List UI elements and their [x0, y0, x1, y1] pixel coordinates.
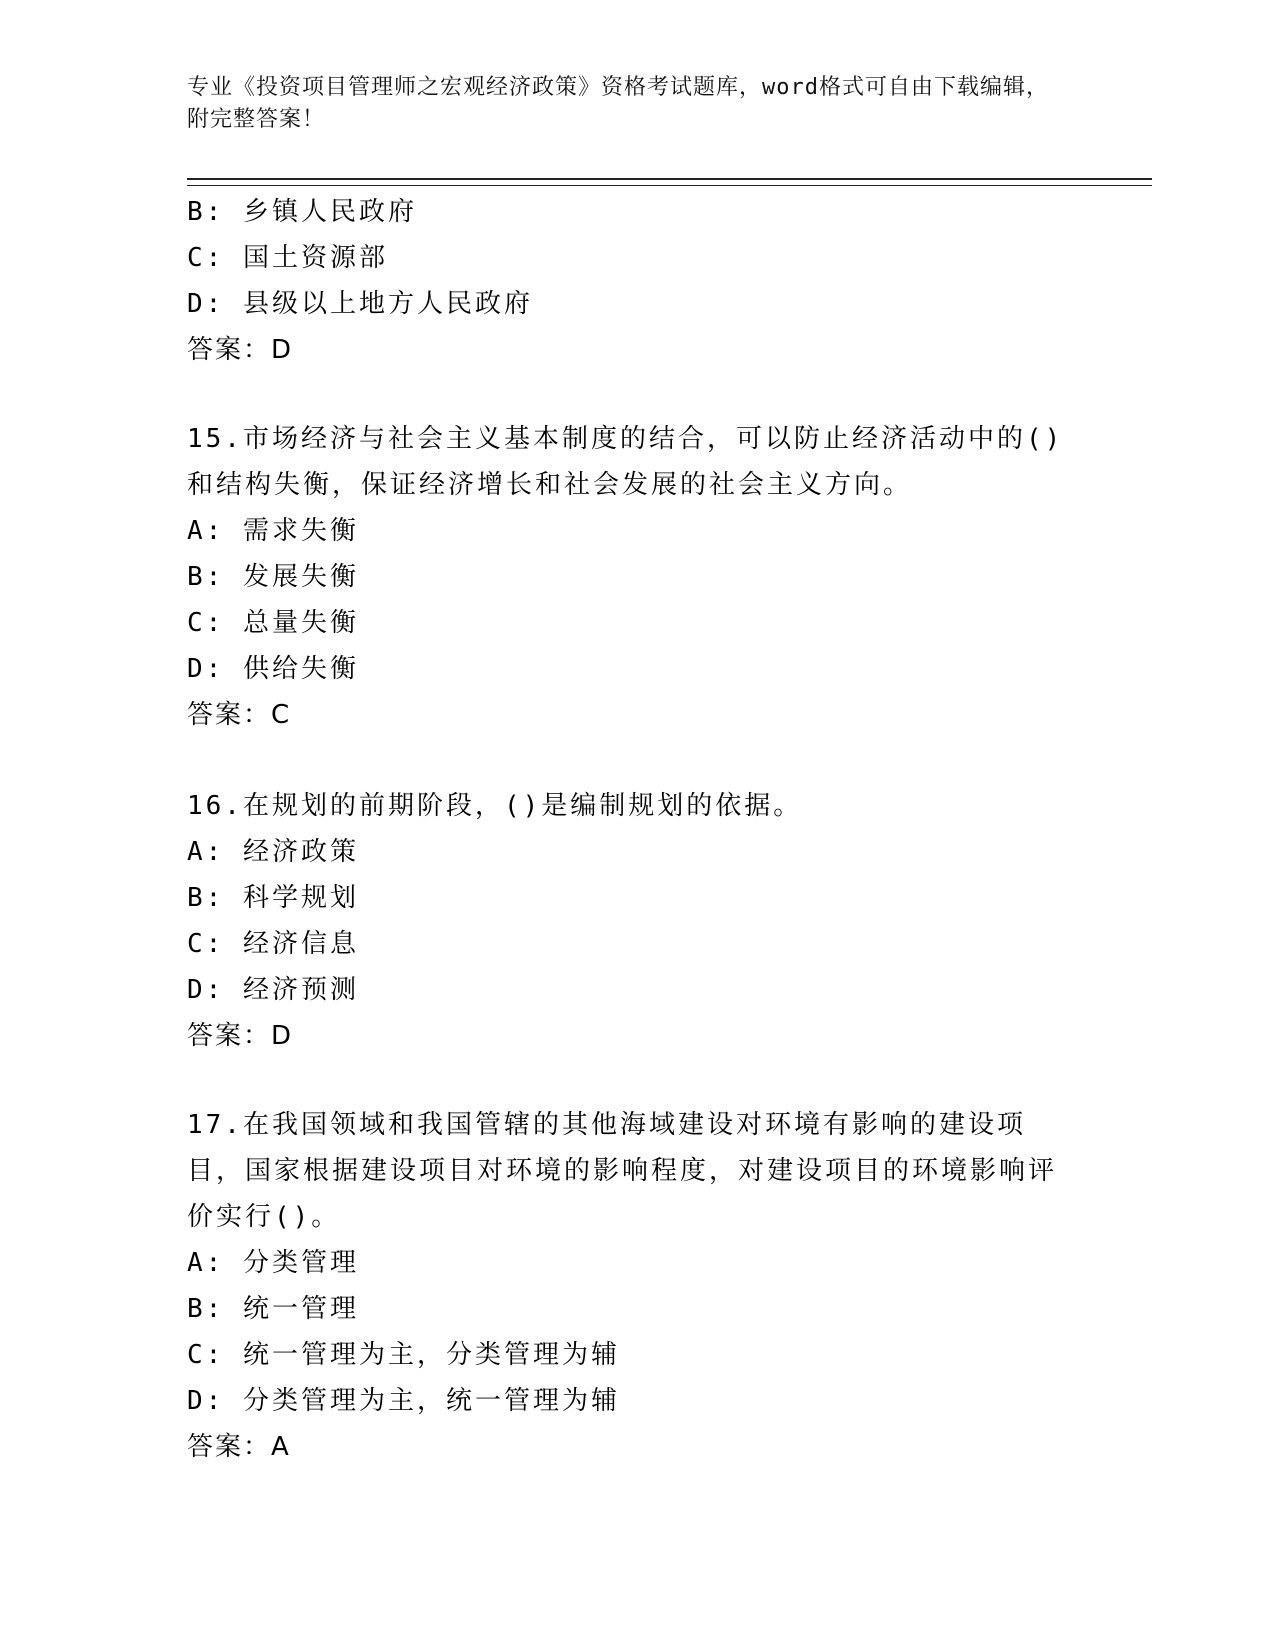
- question-16: [187, 783, 1067, 1059]
- q14-answer: 答案：D: [187, 335, 294, 365]
- q15-option-c: C: 总量失衡: [187, 608, 359, 638]
- q17-option-b: B: 统一管理: [187, 1294, 359, 1324]
- question-15: [187, 416, 1067, 738]
- question-17: [187, 1102, 1067, 1470]
- q16-option-c: C: 经济信息: [187, 929, 359, 959]
- q16-option-d: D: 经济预测: [187, 975, 359, 1005]
- q16-option-a: A: 经济政策: [187, 837, 359, 867]
- q17-answer: 答案：A: [187, 1432, 291, 1462]
- q17-stem: 17.在我国领域和我国管辖的其他海域建设对环境有影响的建设项目，国家根据建设项目对环境的影响程度，对建设项目的环境影响评价实行()。: [187, 1110, 1058, 1232]
- q15-option-a: A: 需求失衡: [187, 516, 359, 546]
- q15-option-b: B: 发展失衡: [187, 562, 359, 592]
- q17-option-d: D: 分类管理为主，统一管理为辅: [187, 1386, 620, 1416]
- q17-option-a: A: 分类管理: [187, 1248, 359, 1278]
- q15-answer: 答案：C: [187, 700, 292, 730]
- question-14-continued: [187, 189, 1067, 373]
- q14-option-d: D: 县级以上地方人民政府: [187, 289, 533, 319]
- q16-stem: 16.在规划的前期阶段，()是编制规划的依据。: [187, 791, 803, 821]
- q15-stem: 15.市场经济与社会主义基本制度的结合，可以防止经济活动中的()和结构失衡，保证经济增长和社会发展的社会主义方向。: [187, 424, 1064, 500]
- header-divider: [187, 178, 1152, 186]
- q16-answer: 答案：D: [187, 1021, 294, 1051]
- q15-option-d: D: 供给失衡: [187, 654, 359, 684]
- q16-option-b: B: 科学规划: [187, 883, 359, 913]
- q17-option-c: C: 统一管理为主，分类管理为辅: [187, 1340, 620, 1370]
- q14-option-c: C: 国土资源部: [187, 243, 388, 273]
- q14-option-b: B: 乡镇人民政府: [187, 197, 417, 227]
- page-header: 专业《投资项目管理师之宏观经济政策》资格考试题库，word格式可自由下载编辑，附完整答案！: [187, 75, 1049, 132]
